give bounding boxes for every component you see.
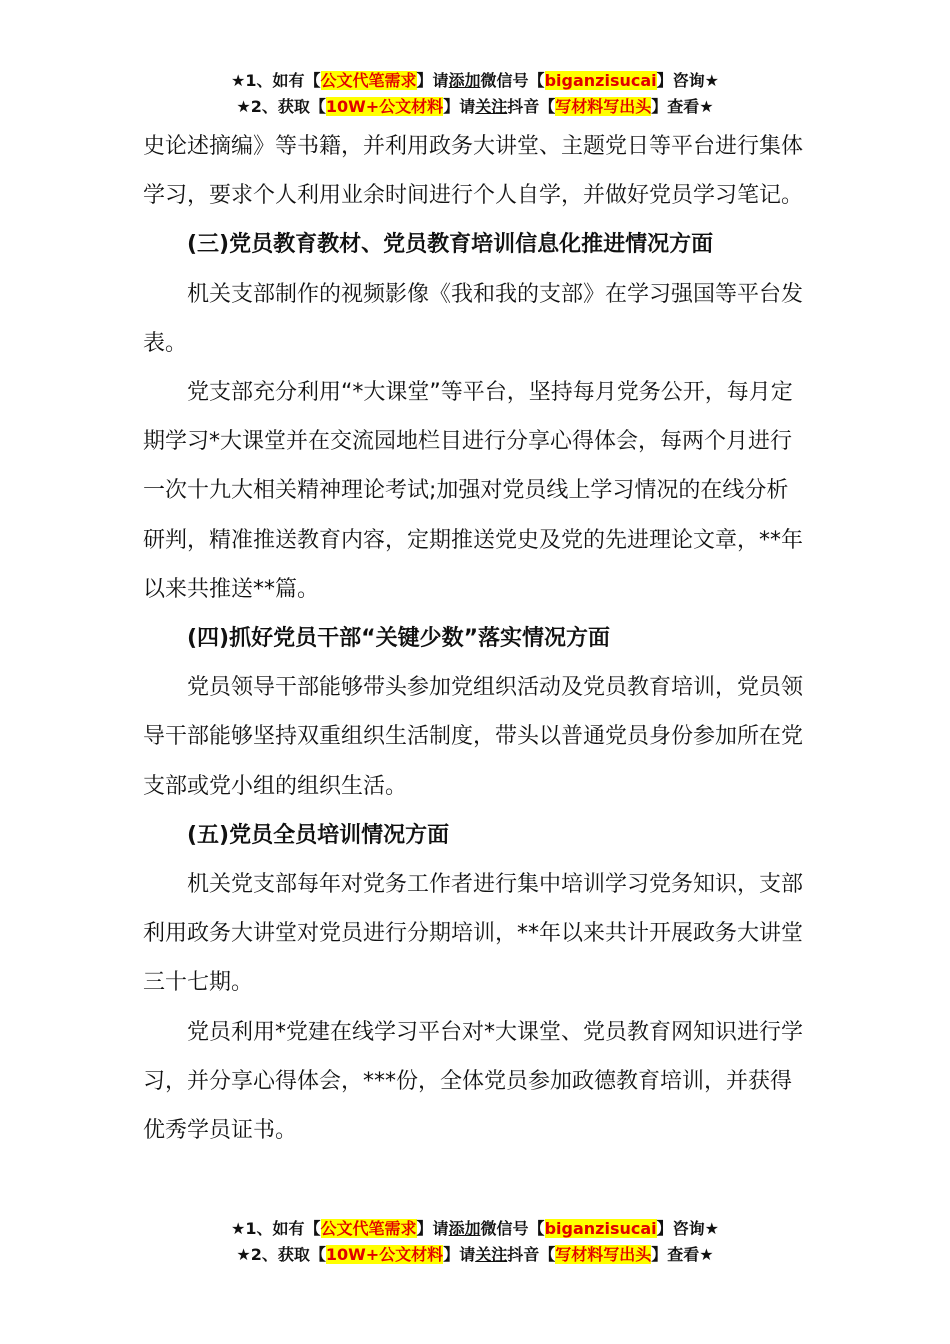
paragraph: 机关支部制作的视频影像《我和我的支部》在学习强国等平台发表。 [143,281,804,356]
section-heading: (五)党员全员培训情况方面 [187,822,450,848]
banner-text: 】咨询★ [656,1219,719,1238]
paragraph: 机关党支部每年对党务工作者进行集中培训学习党务知识，支部利用政务大讲堂对党员进行分期培训，**年以来共计开展政务大讲堂三十七期。 [143,872,804,996]
banner-text: ★2、获取【 [236,97,326,116]
banner-text: ★1、如有【 [231,71,321,90]
paragraph: 党员领导干部能够带头参加党组织活动及党员教育培训，党员领导干部能够坚持双重组织生活制度，带头以普通党员身份参加所在党支部或党小组的组织生活。 [143,675,804,799]
banner-line-1 [0,68,950,94]
footer-banner [0,1216,950,1268]
banner-highlight: biganzisucai [544,71,657,90]
document-body [143,122,808,1155]
banner-text: 】咨询★ [656,71,719,90]
banner-underline: 添加 [448,1219,481,1238]
banner-text: 微信号【 [480,71,545,90]
banner-highlight: 写材料写出头 [555,97,652,116]
banner-text: 微信号【 [480,1219,545,1238]
banner-highlight: 公文代笔需求 [320,1219,417,1238]
banner-highlight: 公文代笔需求 [320,71,417,90]
section-heading: (四)抓好党员干部“关键少数”落实情况方面 [187,626,611,652]
banner-text: 】请 [443,1245,476,1264]
banner-highlight: 10W+公文材料 [325,97,444,116]
banner-line-1 [0,1216,950,1242]
banner-text: 】请 [443,97,476,116]
banner-text: 】查看★ [651,1245,714,1264]
paragraph: 党支部充分利用“*大课堂”等平台，坚持每月党务公开，每月定期学习*大课堂并在交流园地栏目进行分享心得体会，每两个月进行一次十九大相关精神理论考试;加强对党员线上学习情况的在线分析研判，精准推送教育内容，定期推送党史及党的先进理论文章，**年以来共推送**篇。 [143,380,804,602]
banner-underline: 关注 [475,97,508,116]
banner-text: ★1、如有【 [231,1219,321,1238]
banner-line-2 [0,94,950,120]
banner-underline: 添加 [448,71,481,90]
banner-line-2 [0,1242,950,1268]
banner-text: ★2、获取【 [236,1245,326,1264]
section-heading: (三)党员教育教材、党员教育培训信息化推进情况方面 [187,232,714,258]
banner-highlight: 10W+公文材料 [325,1245,444,1264]
banner-text: 抖音【 [507,1245,556,1264]
paragraph: 党员利用*党建在线学习平台对*大课堂、党员教育网知识进行学习，并分享心得体会，***份，全体党员参加政德教育培训，并获得优秀学员证书。 [143,1019,804,1144]
header-banner [0,68,950,120]
banner-highlight: 写材料写出头 [555,1245,652,1264]
banner-underline: 关注 [475,1245,508,1264]
banner-text: 】查看★ [651,97,714,116]
banner-highlight: biganzisucai [544,1219,657,1238]
banner-text: 】请 [416,71,449,90]
banner-text: 】请 [416,1219,449,1238]
banner-text: 抖音【 [507,97,556,116]
paragraph: 史论述摘编》等书籍，并利用政务大讲堂、主题党日等平台进行集体学习，要求个人利用业余时间进行个人自学，并做好党员学习笔记。 [143,134,804,209]
